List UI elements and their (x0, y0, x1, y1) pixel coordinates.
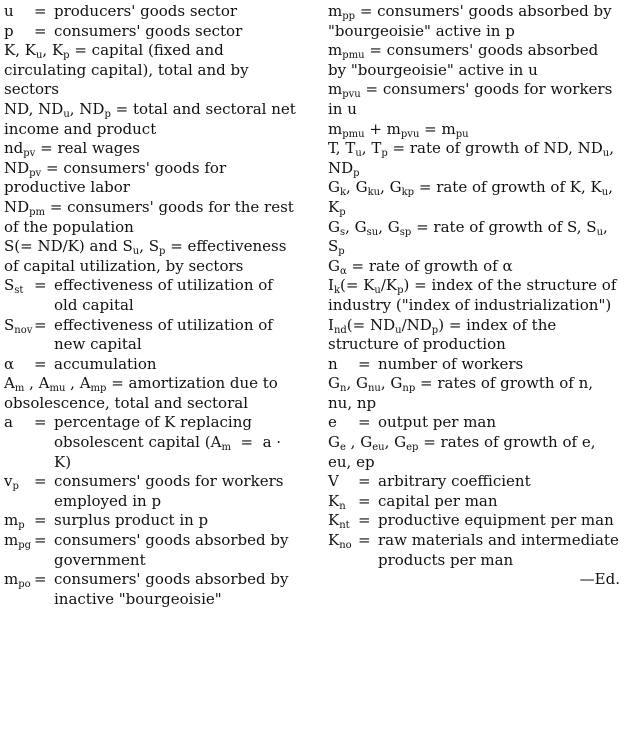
glossary-symbol: p (4, 21, 14, 40)
glossary-definition: consumers' goods absorbed by inactive "bourgeoisie" (54, 570, 289, 608)
glossary-symbol: u (4, 2, 14, 20)
glossary-symbol: $I_k(= K_u/K_p)$ (328, 276, 410, 297)
glossary-symbol: $m_{pvu}$ (328, 80, 361, 101)
glossary-definition: productive equipment per man (378, 511, 614, 530)
glossary-definition: consumers' goods for the rest of the population (4, 197, 294, 236)
glossary-definition: rate of growth of S, $S_u$, $S_p$ (328, 217, 608, 258)
glossary-symbol: $ND_{pm}$ (4, 197, 46, 218)
glossary-symbol: K, $K_u$, $K_p$ (4, 41, 70, 62)
glossary-definition: $m_{pu}$ (441, 119, 469, 140)
equals-sign: = (418, 433, 441, 452)
glossary-entry (4, 316, 300, 355)
glossary-symbol: $G_\alpha$ (328, 256, 347, 277)
glossary-definition: consumers' goods sector (54, 21, 243, 40)
equals-sign: = (358, 472, 371, 491)
editor-note: —Ed. (579, 570, 620, 589)
glossary-definition: consumers' goods absorbed by "bourgeoisie" active in p (328, 2, 612, 40)
glossary-definition: accumulation (54, 354, 157, 373)
equals-sign: = (35, 139, 58, 158)
glossary-entry (4, 355, 300, 375)
glossary-definition: total and sectoral net income and product (4, 99, 296, 138)
glossary-definition: consumers' goods for workers in u (328, 80, 613, 118)
glossary-entry (4, 374, 300, 413)
equals-sign: = (411, 217, 434, 236)
glossary-definition: percentage of K replacing obsolescent capital $(A_m = a \cdot K)$ (54, 413, 282, 471)
equals-sign: = (364, 41, 387, 60)
equals-sign: = (34, 315, 47, 334)
glossary-entry (4, 41, 300, 100)
glossary-definition: amortization due to obsolescence, total and sectoral (4, 374, 278, 412)
glossary-symbol: $G_e$ , $G_{eu}$, $G_{ep}$ (328, 433, 419, 454)
glossary-symbol: n (328, 354, 338, 373)
glossary-symbol: $m_p$ (4, 511, 25, 532)
equals-sign: = (419, 119, 442, 138)
glossary-entry (4, 159, 300, 198)
glossary-definition: effectiveness of utilization of old capital (54, 276, 273, 314)
glossary-symbol: a (4, 413, 13, 432)
glossary-symbol: $m_{pp}$ (328, 2, 356, 22)
glossary-symbol: $K_n$ (328, 491, 346, 512)
glossary-definition: raw materials and intermediate products per man (378, 531, 619, 569)
equals-sign: = (34, 413, 47, 432)
glossary-entry (328, 218, 620, 257)
glossary-definition: capital (fixed and circulating capital), total and by sectors (4, 41, 249, 99)
glossary-symbol: α (4, 354, 15, 373)
glossary-right-column (328, 2, 620, 590)
glossary-definition: capital per man (378, 491, 498, 510)
glossary-left-column (4, 2, 300, 609)
glossary-entry (328, 492, 620, 512)
glossary-entry (4, 237, 300, 276)
glossary-definition: number of workers (378, 354, 524, 373)
equals-sign: = (110, 99, 133, 118)
equals-sign: = (355, 2, 378, 20)
glossary-definition: rate of growth of K, $K_u$, $K_p$ (328, 178, 613, 218)
glossary-entry (4, 570, 300, 609)
equals-sign: = (165, 237, 188, 256)
glossary-symbol: $m_{pmu} + m_{pvu}$ (328, 119, 420, 140)
equals-sign: = (45, 197, 68, 216)
equals-sign: = (34, 276, 47, 295)
equals-sign: = (415, 374, 438, 393)
glossary-entry (328, 433, 620, 472)
glossary-entry (328, 413, 620, 433)
equals-sign: = (41, 158, 64, 177)
equals-sign: = (444, 315, 467, 334)
glossary-definition: effectiveness of utilization of new capital (54, 315, 273, 354)
glossary-definition: effectiveness of capital utilization, by sectors (4, 237, 287, 275)
glossary-entry (4, 472, 300, 511)
glossary-symbol: $K_{no}$ (328, 531, 352, 552)
glossary-symbol: V (328, 472, 339, 491)
glossary-definition: rates of growth of e, eu, ep (328, 433, 596, 471)
glossary-definition: consumers' goods for productive labor (4, 158, 227, 197)
glossary-symbol: $G_n$, $G_{nu}$, $G_{np}$ (328, 374, 416, 395)
equals-sign: = (387, 139, 410, 158)
equals-sign: = (34, 354, 47, 373)
equals-sign: = (34, 570, 47, 589)
glossary-symbol: $m_{pmu}$ (328, 41, 365, 62)
equals-sign: = (34, 511, 47, 530)
glossary-entry (328, 276, 620, 315)
glossary-definition: consumers' goods for workers employed in p (54, 472, 284, 510)
glossary-entry (4, 511, 300, 531)
glossary-definition: producers' goods sector (54, 2, 238, 20)
equals-sign: = (360, 80, 383, 99)
glossary-symbol: e (328, 413, 337, 432)
glossary-entry (4, 100, 300, 139)
glossary-entry (328, 472, 620, 492)
glossary-entry (328, 257, 620, 277)
glossary-entry (328, 120, 620, 140)
glossary-entry (4, 2, 300, 22)
glossary-entry (328, 511, 620, 531)
glossary-entry (328, 80, 620, 119)
glossary-definition: output per man (378, 413, 497, 432)
glossary-definition: rate of growth of ND, $ND_u$, $ND_p$ (328, 139, 614, 179)
glossary-symbol: $nd_{pv}$ (4, 139, 36, 160)
glossary-symbol: $I_{nd}(= ND_u/ND_p)$ (328, 315, 445, 336)
equals-sign: = (358, 354, 371, 373)
equals-sign: = (346, 256, 369, 275)
glossary-entry (328, 139, 620, 178)
glossary-definition: surplus product in p (54, 511, 209, 530)
glossary-definition: index of the structure of production (328, 315, 557, 354)
glossary-entry (4, 531, 300, 570)
glossary-entry (328, 2, 620, 41)
glossary-symbol: $G_s$, $G_{su}$, $G_{sp}$ (328, 217, 412, 238)
glossary-entry (328, 355, 620, 375)
glossary-symbol: S(= ND/K) and $S_u$, $S_p$ (4, 237, 166, 258)
equals-sign: = (358, 511, 371, 530)
glossary-entry (328, 374, 620, 413)
glossary-symbol: T, $T_u$, $T_p$ (328, 139, 388, 160)
glossary-symbol: $A_m$ , $A_{mu}$ , $A_{mp}$ (4, 374, 107, 395)
equals-sign: = (34, 531, 47, 550)
glossary-definition: consumers' goods absorbed by government (54, 531, 289, 569)
glossary-symbol: ND, $ND_u$, $ND_p$ (4, 99, 111, 120)
equals-sign: = (409, 276, 432, 295)
equals-sign: = (34, 472, 47, 491)
glossary-symbol: $ND_{pv}$ (4, 158, 42, 179)
glossary-definition: arbitrary coefficient (378, 472, 531, 491)
equals-sign: = (358, 531, 371, 550)
equals-sign: = (34, 2, 47, 20)
glossary-entry (328, 178, 620, 217)
glossary-entry (328, 41, 620, 80)
glossary-symbol: $m_{po}$ (4, 570, 31, 591)
glossary-definition: rates of growth of n, nu, np (328, 374, 594, 412)
glossary-entry (4, 198, 300, 237)
glossary-entry (4, 413, 300, 472)
equals-sign: = (358, 491, 371, 510)
glossary-entry (4, 276, 300, 315)
glossary-definition: consumers' goods absorbed by "bourgeoisie" active in u (328, 41, 599, 79)
glossary-symbol: $S_{nov}$ (4, 315, 33, 336)
equals-sign: = (106, 374, 129, 393)
equals-sign: = (358, 413, 371, 432)
glossary-symbol: $S_{st}$ (4, 276, 24, 297)
glossary-definition: rate of growth of α (368, 256, 513, 275)
glossary-symbol: $G_k$, $G_{ku}$, $G_{kp}$ (328, 178, 415, 199)
glossary-entry (328, 316, 620, 355)
glossary-symbol: $K_{nt}$ (328, 511, 350, 532)
glossary-definition: real wages (57, 139, 140, 158)
equals-sign: = (34, 21, 47, 40)
equals-sign: = (69, 41, 92, 60)
glossary-symbol: $m_{pg}$ (4, 531, 32, 552)
glossary-symbol: $v_p$ (4, 472, 19, 493)
glossary-entry (4, 22, 300, 42)
equals-sign: = (414, 178, 437, 197)
glossary-definition: index of the structure of industry ("index of industrialization") (328, 276, 617, 314)
glossary-entry (328, 531, 620, 570)
glossary-entry (4, 139, 300, 159)
